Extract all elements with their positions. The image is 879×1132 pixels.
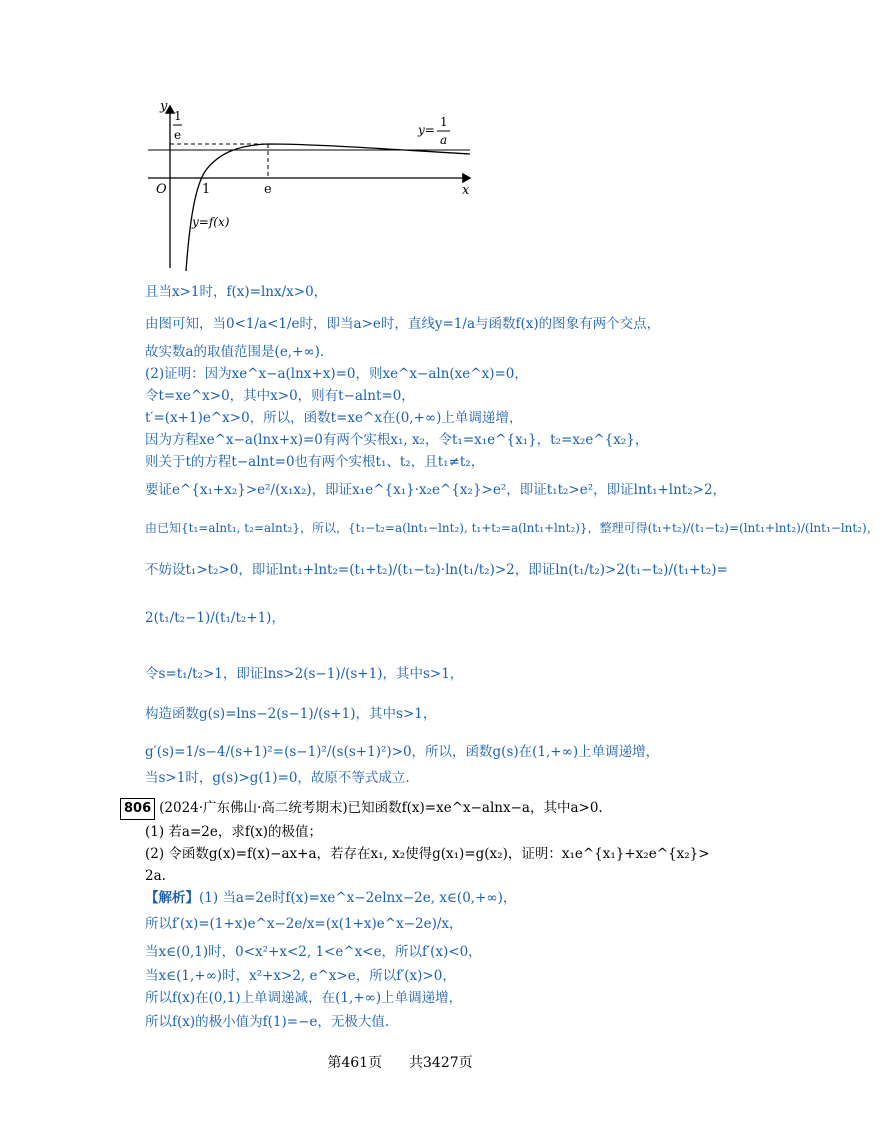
- analysis-line: 所以f(x)的极小值为f(1)=−e，无极大值.: [145, 1014, 390, 1030]
- graph-svg: [140, 96, 480, 276]
- y-tick-num: 1: [174, 109, 182, 123]
- line-label-left: y=: [418, 123, 435, 137]
- y-tick-den: e: [174, 128, 182, 142]
- analysis-line-first: [145, 888, 516, 908]
- analysis-line: 当x∈(0,1)时，0<x²+x<2, 1<e^x<e，所以f′(x)<0，: [145, 944, 482, 960]
- tick-e-label: e: [264, 182, 272, 197]
- analysis-line: 所以f′(x)=(1+x)e^x−2e/x=(x(1+x)e^x−2e)/x，: [145, 916, 463, 932]
- solution-line: 当s>1时，g(s)>g(1)=0，故原不等式成立.: [145, 770, 410, 786]
- solution-line: 构造函数g(s)=lns−2(s−1)/(s+1)，其中s>1，: [145, 706, 437, 722]
- solution-line: 因为方程xe^x−a(lnx+x)=0有两个实根x₁, x₂，令t₁=x₁e^{x₁}，t₂=x₂e^{x₂}，: [145, 432, 649, 448]
- solution-line: 令t=xe^x>0，其中x>0，则有t−alnt=0，: [145, 388, 415, 404]
- page-total: 共3427页: [409, 1055, 473, 1071]
- problem-part2-continued: 2a.: [145, 868, 166, 884]
- problem-part2: (2) 令函数g(x)=f(x)−ax+a，若存在x₁, x₂使得g(x₁)=g(x₂)，证明：x₁e^{x₁}+x₂e^{x₂}>: [145, 846, 710, 862]
- solution-line: 则关于t的方程t−alnt=0也有两个实根t₁、t₂，且t₁≠t₂，: [145, 454, 485, 470]
- solution-line: 2(t₁/t₂−1)/(t₁/t₂+1)，: [145, 610, 285, 626]
- solution-line: 要证e^{x₁+x₂}>e²/(x₁x₂)，即证x₁e^{x₁}·x₂e^{x₂}>e²，即证t₁t₂>e²，即证lnt₁+lnt₂>2，: [145, 482, 727, 498]
- solution-line: 故实数a的取值范围是(e,+∞).: [145, 344, 325, 360]
- analysis-line: 当x∈(1,+∞)时，x²+x>2, e^x>e，所以f′(x)>0，: [145, 968, 456, 984]
- solution-line: 不妨设t₁>t₂>0，即证lnt₁+lnt₂=(t₁+t₂)/(t₁−t₂)·ln(t₁/t₂)>2，即证ln(t₁/t₂)>2(t₁−t₂)/(t₁+t₂)=: [145, 562, 728, 578]
- line-label-num: 1: [440, 115, 448, 129]
- function-graph: [140, 96, 480, 276]
- analysis-line: 所以f(x)在(0,1)上单调递减，在(1,+∞)上单调递增，: [145, 990, 463, 1006]
- solution-line: (2)证明：因为xe^x−a(lnx+x)=0，则xe^x−aln(xe^x)=0，: [145, 366, 528, 382]
- problem-statement: 已知函数f(x)=xe^x−alnx−a，其中a>0.: [347, 800, 603, 816]
- solution-line: t′=(x+1)e^x>0，所以，函数t=xe^x在(0,+∞)上单调递增，: [145, 410, 523, 426]
- problem-part1: (1) 若a=2e，求f(x)的极值；: [145, 824, 322, 840]
- origin-label: O: [156, 182, 167, 197]
- solution-line: 由图可知，当0<1/a<1/e时，即当a>e时，直线y=1/a与函数f(x)的图象有两个交点，: [145, 316, 661, 332]
- analysis-tag: 【解析】: [145, 890, 199, 906]
- line-label-den: a: [440, 133, 448, 147]
- analysis-line: (1) 当a=2e时f(x)=xe^x−2elnx−2e, x∈(0,+∞)，: [199, 890, 517, 906]
- solution-line: 由已知{t₁=alnt₁, t₂=alnt₂}，所以，{t₁−t₂=a(lnt₁−lnt₂), t₁+t₂=a(lnt₁+lnt₂)}，整理可得(t₁+t₂)/(t₁−t₂)=(lnt₁+lnt₂)/(lnt₁−lnt₂)，: [145, 521, 879, 535]
- page-number: 第461页: [327, 1055, 383, 1071]
- page-footer: [0, 1052, 800, 1072]
- y-axis-label: y: [160, 99, 168, 114]
- tick-one-label: 1: [202, 182, 211, 197]
- problem-heading: [120, 798, 603, 820]
- solution-line: g′(s)=1/s−4/(s+1)²=(s−1)²/(s(s+1)²)>0，所以，函数g(s)在(1,+∞)上单调递增，: [145, 744, 660, 760]
- solution-line: 且当x>1时，f(x)=lnx/x>0，: [145, 284, 328, 300]
- curve-f: [186, 144, 470, 271]
- curve-label: y=f(x): [192, 215, 230, 229]
- x-axis-label: x: [462, 183, 470, 198]
- solution-line: 令s=t₁/t₂>1，即证lns>2(s−1)/(s+1)，其中s>1，: [145, 666, 464, 682]
- problem-number-badge: 806: [120, 798, 155, 820]
- problem-source: (2024·广东佛山·高二统考期末): [159, 800, 348, 816]
